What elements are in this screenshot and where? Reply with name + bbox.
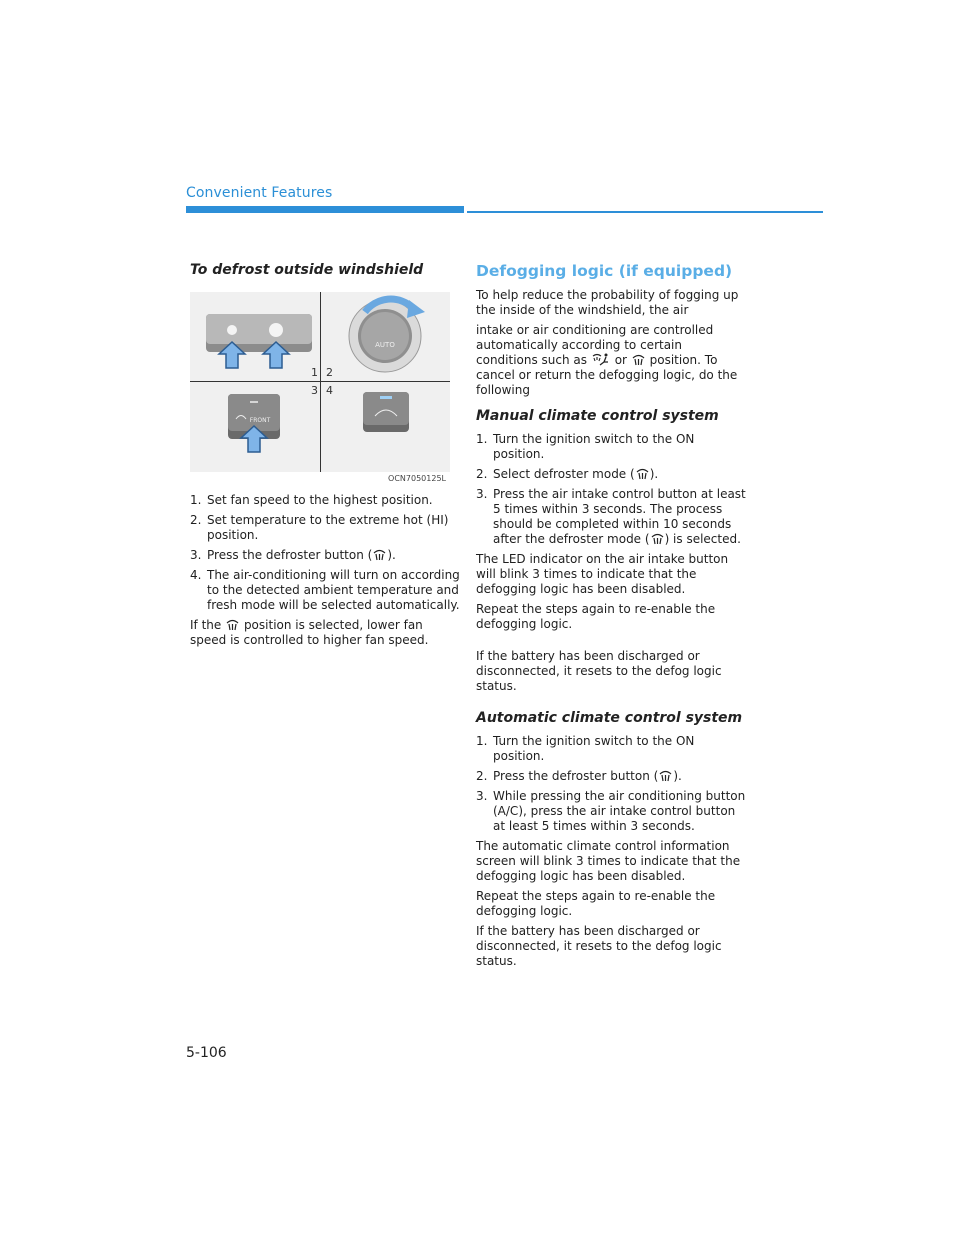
left-heading: To defrost outside windshield (190, 262, 424, 278)
list-item: 2. Set temperature to the extreme hot (HI) position. (190, 513, 449, 542)
manual-heading: Manual climate control system (476, 408, 719, 424)
front-defrost-button-illustration (190, 382, 320, 472)
list-item: 4. The air-conditioning will turn on according to the detected ambient temperature and fresh mode will be selected automatically. (190, 568, 460, 612)
auto-paragraph-2: Repeat the steps again to re-enable the defogging logic. (476, 889, 716, 918)
right-heading: Defogging logic (if equipped) (476, 262, 733, 280)
intake-button-illustration (321, 382, 450, 472)
figure-label-3: 3 (311, 384, 318, 397)
auto-steps (476, 734, 746, 834)
auto-knob-illustration (321, 292, 450, 381)
list-item: 1. Turn the ignition switch to the ON position. (476, 432, 695, 461)
header-rule-thin (467, 211, 823, 213)
list-item: 2. Press the defroster button ( ). (476, 769, 682, 783)
list-item: 2. Select defroster mode ( ). (476, 467, 659, 481)
list-item: 3. Press the air intake control button at least 5 times within 3 seconds. The process should be completed within 10 seconds after the defroster mode ( ) is selected. (476, 487, 746, 546)
defrost-icon (373, 549, 386, 561)
defrost-icon (636, 468, 649, 480)
front-button-label: FRONT (249, 417, 271, 424)
page-number: 5-106 (186, 1045, 227, 1061)
figure-label-1: 1 (311, 366, 318, 379)
section-title: Convenient Features (186, 185, 333, 201)
figure-divider-vertical (320, 292, 321, 472)
manual-paragraph-1: The LED indicator on the air intake button will blink 3 times to indicate that the defogging logic has been disabled. (476, 552, 729, 596)
floor-defrost-icon (592, 353, 610, 366)
figure-label-2: 2 (326, 366, 333, 379)
header-rule-thick (186, 206, 464, 213)
manual-paragraph-2: Repeat the steps again to re-enable the defogging logic. (476, 602, 716, 631)
defrost-icon (632, 354, 645, 366)
auto-knob-label: AUTO (375, 341, 395, 349)
intro-paragraph-1: To help reduce the probability of fogging up the inside of the windshield, the air (476, 288, 739, 317)
manual-steps (476, 432, 746, 547)
list-item: 1. Turn the ignition switch to the ON position. (476, 734, 695, 763)
intro-paragraph-2: intake or air conditioning are controlled automatically according to certain conditions such as or position. To cancel or return the defogging logic, do the following (476, 323, 738, 397)
climate-control-figure (190, 292, 450, 472)
left-note: If the position is selected, lower fan speed is controlled to higher fan speed. (190, 618, 429, 647)
manual-paragraph-3: If the battery has been discharged or disconnected, it resets to the defog logic status. (476, 649, 722, 693)
right-column (476, 262, 746, 974)
defrost-icon (226, 619, 239, 631)
list-item: 3. Press the defroster button ( ). (190, 548, 396, 562)
left-column (190, 262, 460, 653)
auto-heading: Automatic climate control system (476, 710, 743, 726)
auto-paragraph-1: The automatic climate control information screen will blink 3 times to indicate that the defogging logic has been disabled. (476, 839, 741, 883)
figure-divider-horizontal (190, 381, 450, 382)
left-steps (190, 493, 460, 613)
defrost-icon (651, 533, 664, 545)
list-item: 1. Set fan speed to the highest position. (190, 493, 433, 507)
defrost-icon (659, 770, 672, 782)
fan-buttons-illustration (190, 292, 320, 381)
list-item: 3. While pressing the air conditioning button (A/C), press the air intake control button at least 5 times within 3 seconds. (476, 789, 746, 833)
figure-label-4: 4 (326, 384, 333, 397)
auto-paragraph-3: If the battery has been discharged or disconnected, it resets to the defog logic status. (476, 924, 722, 968)
figure-code: OCN7050125L (388, 474, 446, 483)
